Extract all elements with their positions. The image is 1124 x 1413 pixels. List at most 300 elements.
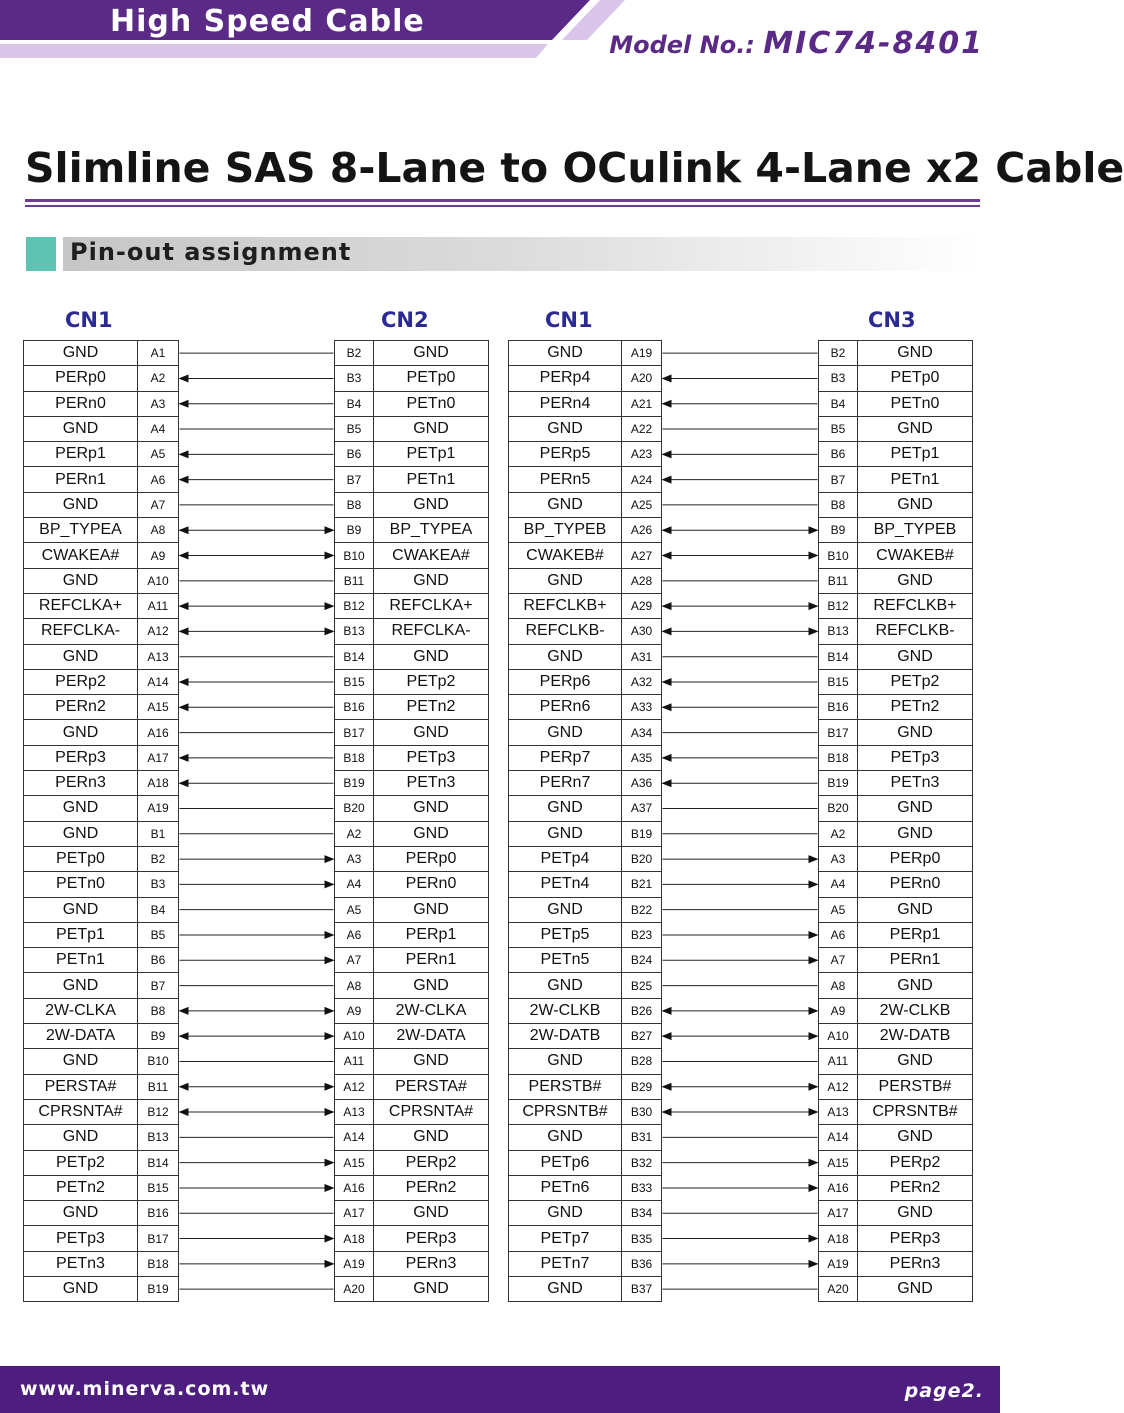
pin-number: B3 xyxy=(819,366,858,391)
signal-name: CWAKEB# xyxy=(858,543,973,568)
pin-number: B9 xyxy=(138,1024,179,1049)
signal-name: GND xyxy=(858,821,973,846)
signal-name: PERSTB# xyxy=(858,1074,973,1099)
signal-name: GND xyxy=(858,1125,973,1150)
pin-number: B4 xyxy=(335,391,374,416)
signal-name: PERn4 xyxy=(509,391,622,416)
pin-number: A12 xyxy=(819,1074,858,1099)
signal-name: GND xyxy=(24,1049,138,1074)
pin-number: B3 xyxy=(138,872,179,897)
signal-name: GND xyxy=(374,568,489,593)
cn1-header-left: CN1 xyxy=(65,308,113,332)
pin-number: B2 xyxy=(138,846,179,871)
signal-name: PETp2 xyxy=(858,669,973,694)
signal-name: REFCLKA- xyxy=(374,619,489,644)
signal-name: GND xyxy=(509,341,622,366)
signal-name: GND xyxy=(509,1201,622,1226)
signal-name: CPRSNTB# xyxy=(858,1099,973,1124)
signal-name: PETn0 xyxy=(858,391,973,416)
pin-number: B33 xyxy=(622,1175,662,1200)
signal-name: PETn3 xyxy=(374,771,489,796)
pin-number: A9 xyxy=(335,998,374,1023)
pin-number: B8 xyxy=(138,998,179,1023)
signal-name: REFCLKA- xyxy=(24,619,138,644)
signal-name: GND xyxy=(509,568,622,593)
pin-number: A4 xyxy=(819,872,858,897)
pin-number: B13 xyxy=(335,619,374,644)
signal-name: BP_TYPEB xyxy=(509,518,622,543)
signal-name: PERSTA# xyxy=(374,1074,489,1099)
pin-number: A7 xyxy=(138,492,179,517)
pin-number: B13 xyxy=(138,1125,179,1150)
signal-name: GND xyxy=(858,568,973,593)
signal-name: PETp2 xyxy=(374,669,489,694)
pin-number: A1 xyxy=(138,341,179,366)
pin-number: A3 xyxy=(335,846,374,871)
signal-name: PERp2 xyxy=(374,1150,489,1175)
signal-name: GND xyxy=(509,796,622,821)
pin-number: A19 xyxy=(819,1251,858,1276)
pin-number: B36 xyxy=(622,1251,662,1276)
signal-name: GND xyxy=(374,341,489,366)
pin-number: B7 xyxy=(138,973,179,998)
pin-number: A29 xyxy=(622,593,662,618)
pin-number: A6 xyxy=(819,922,858,947)
pin-number: B9 xyxy=(335,518,374,543)
pin-number: B27 xyxy=(622,1024,662,1049)
pin-number: B1 xyxy=(138,821,179,846)
pin-number: A4 xyxy=(138,416,179,441)
pin-number: A36 xyxy=(622,771,662,796)
signal-name: PERn1 xyxy=(858,948,973,973)
signal-name: GND xyxy=(858,341,973,366)
pin-number: B17 xyxy=(335,720,374,745)
pin-number: B29 xyxy=(622,1074,662,1099)
pin-number: A11 xyxy=(138,593,179,618)
pin-number: B15 xyxy=(335,669,374,694)
pin-number: A27 xyxy=(622,543,662,568)
pin-number: A14 xyxy=(138,669,179,694)
cn3-header: CN3 xyxy=(868,308,916,332)
pin-number: A10 xyxy=(138,568,179,593)
signal-name: 2W-DATB xyxy=(509,1024,622,1049)
pin-number: B11 xyxy=(335,568,374,593)
pin-number: B19 xyxy=(819,771,858,796)
signal-name: REFCLKB- xyxy=(509,619,622,644)
pin-number: B19 xyxy=(138,1276,179,1301)
pin-number: A16 xyxy=(138,720,179,745)
signal-name: PERp3 xyxy=(858,1226,973,1251)
signal-name: PETn1 xyxy=(858,467,973,492)
pin-number: A20 xyxy=(622,366,662,391)
pin-number: B6 xyxy=(138,948,179,973)
signal-name: PETp7 xyxy=(509,1226,622,1251)
signal-name: 2W-CLKA xyxy=(24,998,138,1023)
pin-number: A32 xyxy=(622,669,662,694)
signal-name: PERSTA# xyxy=(24,1074,138,1099)
pin-number: B2 xyxy=(335,341,374,366)
signal-name: PERp7 xyxy=(509,745,622,770)
pin-number: A5 xyxy=(819,897,858,922)
signal-name: GND xyxy=(24,973,138,998)
signal-name: GND xyxy=(858,897,973,922)
signal-name: 2W-CLKA xyxy=(374,998,489,1023)
pin-number: A34 xyxy=(622,720,662,745)
pin-number: A23 xyxy=(622,442,662,467)
pin-number: B26 xyxy=(622,998,662,1023)
pin-number: B37 xyxy=(622,1276,662,1301)
signal-name: GND xyxy=(24,821,138,846)
pin-number: B28 xyxy=(622,1049,662,1074)
signal-name: CWAKEA# xyxy=(374,543,489,568)
signal-name: PERp0 xyxy=(858,846,973,871)
signal-name: GND xyxy=(374,973,489,998)
pin-number: B3 xyxy=(335,366,374,391)
signal-name: GND xyxy=(858,492,973,517)
pin-number: B30 xyxy=(622,1099,662,1124)
signal-name: REFCLKB+ xyxy=(509,593,622,618)
signal-name: GND xyxy=(858,720,973,745)
signal-name: PERn2 xyxy=(24,695,138,720)
signal-name: PERp4 xyxy=(509,366,622,391)
pin-number: B16 xyxy=(138,1201,179,1226)
pin-number: A14 xyxy=(335,1125,374,1150)
signal-name: PERn2 xyxy=(858,1175,973,1200)
pin-number: B14 xyxy=(138,1150,179,1175)
pin-number: B35 xyxy=(622,1226,662,1251)
pin-number: B11 xyxy=(138,1074,179,1099)
signal-name: PERn5 xyxy=(509,467,622,492)
signal-name: 2W-DATA xyxy=(374,1024,489,1049)
pin-number: A26 xyxy=(622,518,662,543)
signal-name: GND xyxy=(24,796,138,821)
pin-number: B17 xyxy=(819,720,858,745)
pin-number: B15 xyxy=(138,1175,179,1200)
pin-number: A11 xyxy=(819,1049,858,1074)
signal-name: REFCLKA+ xyxy=(24,593,138,618)
signal-name: GND xyxy=(374,821,489,846)
signal-name: PERp2 xyxy=(858,1150,973,1175)
pin-number: A19 xyxy=(622,341,662,366)
pin-number: B25 xyxy=(622,973,662,998)
pin-number: A15 xyxy=(819,1150,858,1175)
pin-number: A13 xyxy=(138,644,179,669)
signal-name: PERn1 xyxy=(374,948,489,973)
signal-name: PETn4 xyxy=(509,872,622,897)
signal-name: PERn0 xyxy=(858,872,973,897)
pin-number: A18 xyxy=(138,771,179,796)
pin-number: A10 xyxy=(335,1024,374,1049)
pin-number: B5 xyxy=(138,922,179,947)
signal-name: GND xyxy=(509,416,622,441)
signal-name: PERn3 xyxy=(374,1251,489,1276)
signal-name: PETp2 xyxy=(24,1150,138,1175)
signal-name: PETn3 xyxy=(24,1251,138,1276)
signal-name: GND xyxy=(858,1049,973,1074)
pin-number: B18 xyxy=(819,745,858,770)
pin-number: A35 xyxy=(622,745,662,770)
pin-number: A7 xyxy=(335,948,374,973)
pin-number: B16 xyxy=(819,695,858,720)
signal-name: BP_TYPEA xyxy=(374,518,489,543)
signal-name: PETn2 xyxy=(24,1175,138,1200)
pin-number: A5 xyxy=(335,897,374,922)
pin-number: A17 xyxy=(335,1201,374,1226)
pin-number: B6 xyxy=(335,442,374,467)
signal-name: PERp5 xyxy=(509,442,622,467)
pin-number: A17 xyxy=(138,745,179,770)
model-label: Model No.: xyxy=(609,31,755,59)
website-link[interactable]: www.minerva.com.tw xyxy=(20,1378,270,1400)
signal-name: PERp1 xyxy=(24,442,138,467)
signal-name: GND xyxy=(509,492,622,517)
signal-name: GND xyxy=(858,1201,973,1226)
pin-number: B8 xyxy=(335,492,374,517)
pin-number: A15 xyxy=(335,1150,374,1175)
signal-name: GND xyxy=(374,1125,489,1150)
pin-number: B14 xyxy=(819,644,858,669)
signal-name: 2W-CLKB xyxy=(858,998,973,1023)
pin-number: A7 xyxy=(819,948,858,973)
pin-number: B5 xyxy=(335,416,374,441)
pin-number: A19 xyxy=(138,796,179,821)
pin-number: B6 xyxy=(819,442,858,467)
pin-number: B20 xyxy=(622,846,662,871)
section-title: Pin-out assignment xyxy=(70,238,352,266)
pin-number: B7 xyxy=(819,467,858,492)
signal-name: PETp5 xyxy=(509,922,622,947)
pin-number: B17 xyxy=(138,1226,179,1251)
pin-number: B14 xyxy=(335,644,374,669)
signal-name: PETn1 xyxy=(24,948,138,973)
pin-number: B18 xyxy=(335,745,374,770)
pin-number: B12 xyxy=(138,1099,179,1124)
pin-number: B7 xyxy=(335,467,374,492)
pin-number: A25 xyxy=(622,492,662,517)
pin-number: A2 xyxy=(819,821,858,846)
pin-number: B5 xyxy=(819,416,858,441)
pin-number: A21 xyxy=(622,391,662,416)
signal-name: GND xyxy=(374,416,489,441)
signal-name: PETp4 xyxy=(509,846,622,871)
signal-name: GND xyxy=(24,1201,138,1226)
pin-number: A6 xyxy=(335,922,374,947)
signal-name: 2W-DATA xyxy=(24,1024,138,1049)
cn1-header-right: CN1 xyxy=(545,308,593,332)
pin-number: A28 xyxy=(622,568,662,593)
signal-name: GND xyxy=(374,897,489,922)
signal-name: PETp6 xyxy=(509,1150,622,1175)
pin-number: B2 xyxy=(819,341,858,366)
pin-number: B13 xyxy=(819,619,858,644)
pin-number: A9 xyxy=(138,543,179,568)
pin-number: A2 xyxy=(138,366,179,391)
signal-name: PETp1 xyxy=(374,442,489,467)
pin-number: A8 xyxy=(819,973,858,998)
pin-number: A6 xyxy=(138,467,179,492)
pin-number: A31 xyxy=(622,644,662,669)
signal-name: PERp1 xyxy=(374,922,489,947)
signal-name: GND xyxy=(374,644,489,669)
signal-name: GND xyxy=(509,720,622,745)
pin-number: B19 xyxy=(622,821,662,846)
signal-name: CPRSNTA# xyxy=(24,1099,138,1124)
signal-name: PERn0 xyxy=(374,872,489,897)
pin-number: A8 xyxy=(138,518,179,543)
signal-name: PERn2 xyxy=(374,1175,489,1200)
pin-number: A33 xyxy=(622,695,662,720)
signal-name: PETp0 xyxy=(858,366,973,391)
signal-name: PERp3 xyxy=(374,1226,489,1251)
signal-name: PERp0 xyxy=(24,366,138,391)
signal-name: PERp1 xyxy=(858,922,973,947)
pin-number: B31 xyxy=(622,1125,662,1150)
pin-number: A2 xyxy=(335,821,374,846)
pin-number: A30 xyxy=(622,619,662,644)
pin-number: B20 xyxy=(819,796,858,821)
signal-name: PERp2 xyxy=(24,669,138,694)
pin-number: A11 xyxy=(335,1049,374,1074)
signal-name: PERn6 xyxy=(509,695,622,720)
signal-name: GND xyxy=(24,341,138,366)
signal-name: GND xyxy=(509,1049,622,1074)
model-value: MIC74-8401 xyxy=(763,26,984,61)
pin-number: B18 xyxy=(138,1251,179,1276)
pin-number: A15 xyxy=(138,695,179,720)
signal-name: PETn2 xyxy=(858,695,973,720)
pin-number: A13 xyxy=(819,1099,858,1124)
pin-number: A4 xyxy=(335,872,374,897)
pin-number: B9 xyxy=(819,518,858,543)
signal-name: GND xyxy=(24,416,138,441)
pin-number: A10 xyxy=(819,1024,858,1049)
pin-number: A3 xyxy=(819,846,858,871)
signal-name: PETn0 xyxy=(374,391,489,416)
signal-name: GND xyxy=(374,1049,489,1074)
pin-number: B8 xyxy=(819,492,858,517)
signal-name: PERp6 xyxy=(509,669,622,694)
signal-name: CWAKEB# xyxy=(509,543,622,568)
signal-name: REFCLKB+ xyxy=(858,593,973,618)
signal-name: GND xyxy=(858,973,973,998)
pin-number: B15 xyxy=(819,669,858,694)
signal-name: BP_TYPEA xyxy=(24,518,138,543)
signal-name: PERn7 xyxy=(509,771,622,796)
signal-name: 2W-CLKB xyxy=(509,998,622,1023)
signal-name: CPRSNTB# xyxy=(509,1099,622,1124)
signal-name: PETn1 xyxy=(374,467,489,492)
pin-number: B19 xyxy=(335,771,374,796)
pin-number: A12 xyxy=(335,1074,374,1099)
signal-name: GND xyxy=(374,1276,489,1301)
pin-number: A12 xyxy=(138,619,179,644)
category-title: High Speed Cable xyxy=(110,4,425,39)
signal-name: PETp1 xyxy=(858,442,973,467)
signal-name: PERn0 xyxy=(24,391,138,416)
pin-number: A22 xyxy=(622,416,662,441)
pin-number: A3 xyxy=(138,391,179,416)
pin-number: B10 xyxy=(138,1049,179,1074)
signal-name: PETp3 xyxy=(858,745,973,770)
signal-name: PETp3 xyxy=(374,745,489,770)
signal-name: CWAKEA# xyxy=(24,543,138,568)
signal-name: PETn3 xyxy=(858,771,973,796)
pin-number: A8 xyxy=(335,973,374,998)
signal-name: GND xyxy=(858,1276,973,1301)
signal-name: REFCLKA+ xyxy=(374,593,489,618)
pin-number: A16 xyxy=(819,1175,858,1200)
pin-number: B32 xyxy=(622,1150,662,1175)
pin-number: A37 xyxy=(622,796,662,821)
pin-number: B4 xyxy=(819,391,858,416)
pin-number: B16 xyxy=(335,695,374,720)
signal-name: GND xyxy=(509,1276,622,1301)
pin-number: B22 xyxy=(622,897,662,922)
signal-name: PETp0 xyxy=(24,846,138,871)
pin-number: A18 xyxy=(819,1226,858,1251)
signal-name: GND xyxy=(24,1125,138,1150)
pin-number: A18 xyxy=(335,1226,374,1251)
signal-name: PERn3 xyxy=(24,771,138,796)
signal-name: GND xyxy=(509,644,622,669)
signal-name: BP_TYPEB xyxy=(858,518,973,543)
cn2-header: CN2 xyxy=(381,308,429,332)
signal-name: REFCLKB- xyxy=(858,619,973,644)
pin-number: B11 xyxy=(819,568,858,593)
pin-number: B4 xyxy=(138,897,179,922)
signal-name: PERn3 xyxy=(858,1251,973,1276)
signal-name: GND xyxy=(24,1276,138,1301)
signal-name: PETn5 xyxy=(509,948,622,973)
signal-name: PETn2 xyxy=(374,695,489,720)
pin-number: B12 xyxy=(819,593,858,618)
signal-name: GND xyxy=(24,720,138,745)
signal-name: CPRSNTA# xyxy=(374,1099,489,1124)
signal-name: PERSTB# xyxy=(509,1074,622,1099)
signal-name: GND xyxy=(858,796,973,821)
signal-name: PERn1 xyxy=(24,467,138,492)
page-title: Slimline SAS 8-Lane to OCulink 4-Lane x2 Cable xyxy=(25,144,1124,192)
signal-name: GND xyxy=(509,897,622,922)
pin-number: A20 xyxy=(335,1276,374,1301)
pin-number: A20 xyxy=(819,1276,858,1301)
signal-name: GND xyxy=(24,897,138,922)
signal-name: GND xyxy=(374,1201,489,1226)
signal-name: GND xyxy=(509,973,622,998)
signal-name: GND xyxy=(24,568,138,593)
signal-name: GND xyxy=(374,492,489,517)
pin-number: A9 xyxy=(819,998,858,1023)
pin-number: B10 xyxy=(335,543,374,568)
signal-name: PETp0 xyxy=(374,366,489,391)
signal-name: PETn7 xyxy=(509,1251,622,1276)
signal-name: GND xyxy=(24,492,138,517)
signal-name: GND xyxy=(509,1125,622,1150)
pin-number: B10 xyxy=(819,543,858,568)
signal-name: PETn6 xyxy=(509,1175,622,1200)
pin-number: A24 xyxy=(622,467,662,492)
signal-name: PETp1 xyxy=(24,922,138,947)
signal-name: 2W-DATB xyxy=(858,1024,973,1049)
signal-name: GND xyxy=(509,821,622,846)
pin-number: A16 xyxy=(335,1175,374,1200)
signal-name: GND xyxy=(24,644,138,669)
signal-name: PERp0 xyxy=(374,846,489,871)
signal-name: GND xyxy=(858,644,973,669)
pin-number: B20 xyxy=(335,796,374,821)
signal-name: GND xyxy=(858,416,973,441)
pin-number: A5 xyxy=(138,442,179,467)
